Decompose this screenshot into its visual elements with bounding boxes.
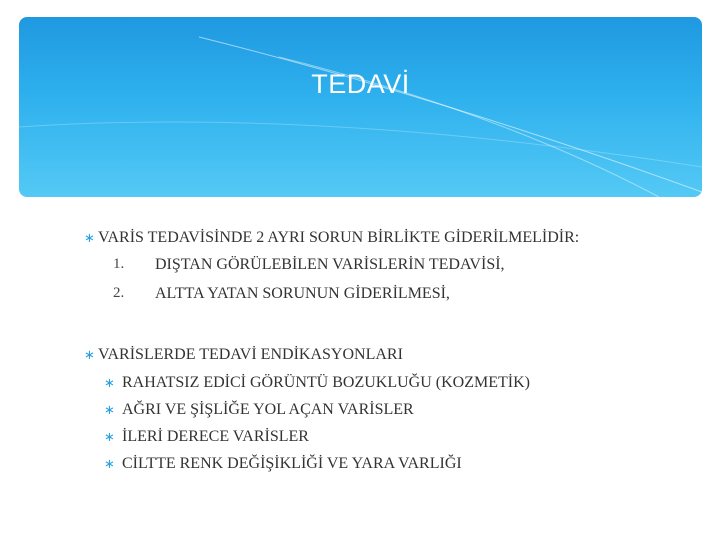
bullet-icon: ∗	[104, 430, 115, 445]
bullet-icon: ∗	[104, 403, 115, 418]
bullet-icon: ∗	[84, 231, 95, 246]
list-item: AĞRI VE ŞİŞLİĞE YOL AÇAN VARİSLER	[122, 401, 414, 418]
bullet-icon: ∗	[84, 348, 95, 363]
list-number: 2.	[113, 285, 125, 301]
list-item: CİLTTE RENK DEĞİŞİKLİĞİ VE YARA VARLIĞI	[122, 455, 462, 472]
bullet-icon: ∗	[104, 376, 115, 391]
section2-heading: VARİSLERDE TEDAVİ ENDİKASYONLARI	[98, 346, 403, 363]
list-item: İLERİ DERECE VARİSLER	[122, 428, 309, 445]
list-item: ALTTA YATAN SORUNUN GİDERİLMESİ,	[155, 285, 450, 302]
bullet-icon: ∗	[104, 457, 115, 472]
list-number: 1.	[113, 256, 125, 272]
list-item: DIŞTAN GÖRÜLEBİLEN VARİSLERİN TEDAVİSİ,	[155, 256, 505, 273]
list-item: RAHATSIZ EDİCİ GÖRÜNTÜ BOZUKLUĞU (KOZMETİK)	[122, 374, 530, 391]
section1-heading: VARİS TEDAVİSİNDE 2 AYRI SORUN BİRLİKTE GİDERİLMELİDİR:	[98, 229, 580, 246]
slide-title: TEDAVİ	[311, 69, 410, 99]
